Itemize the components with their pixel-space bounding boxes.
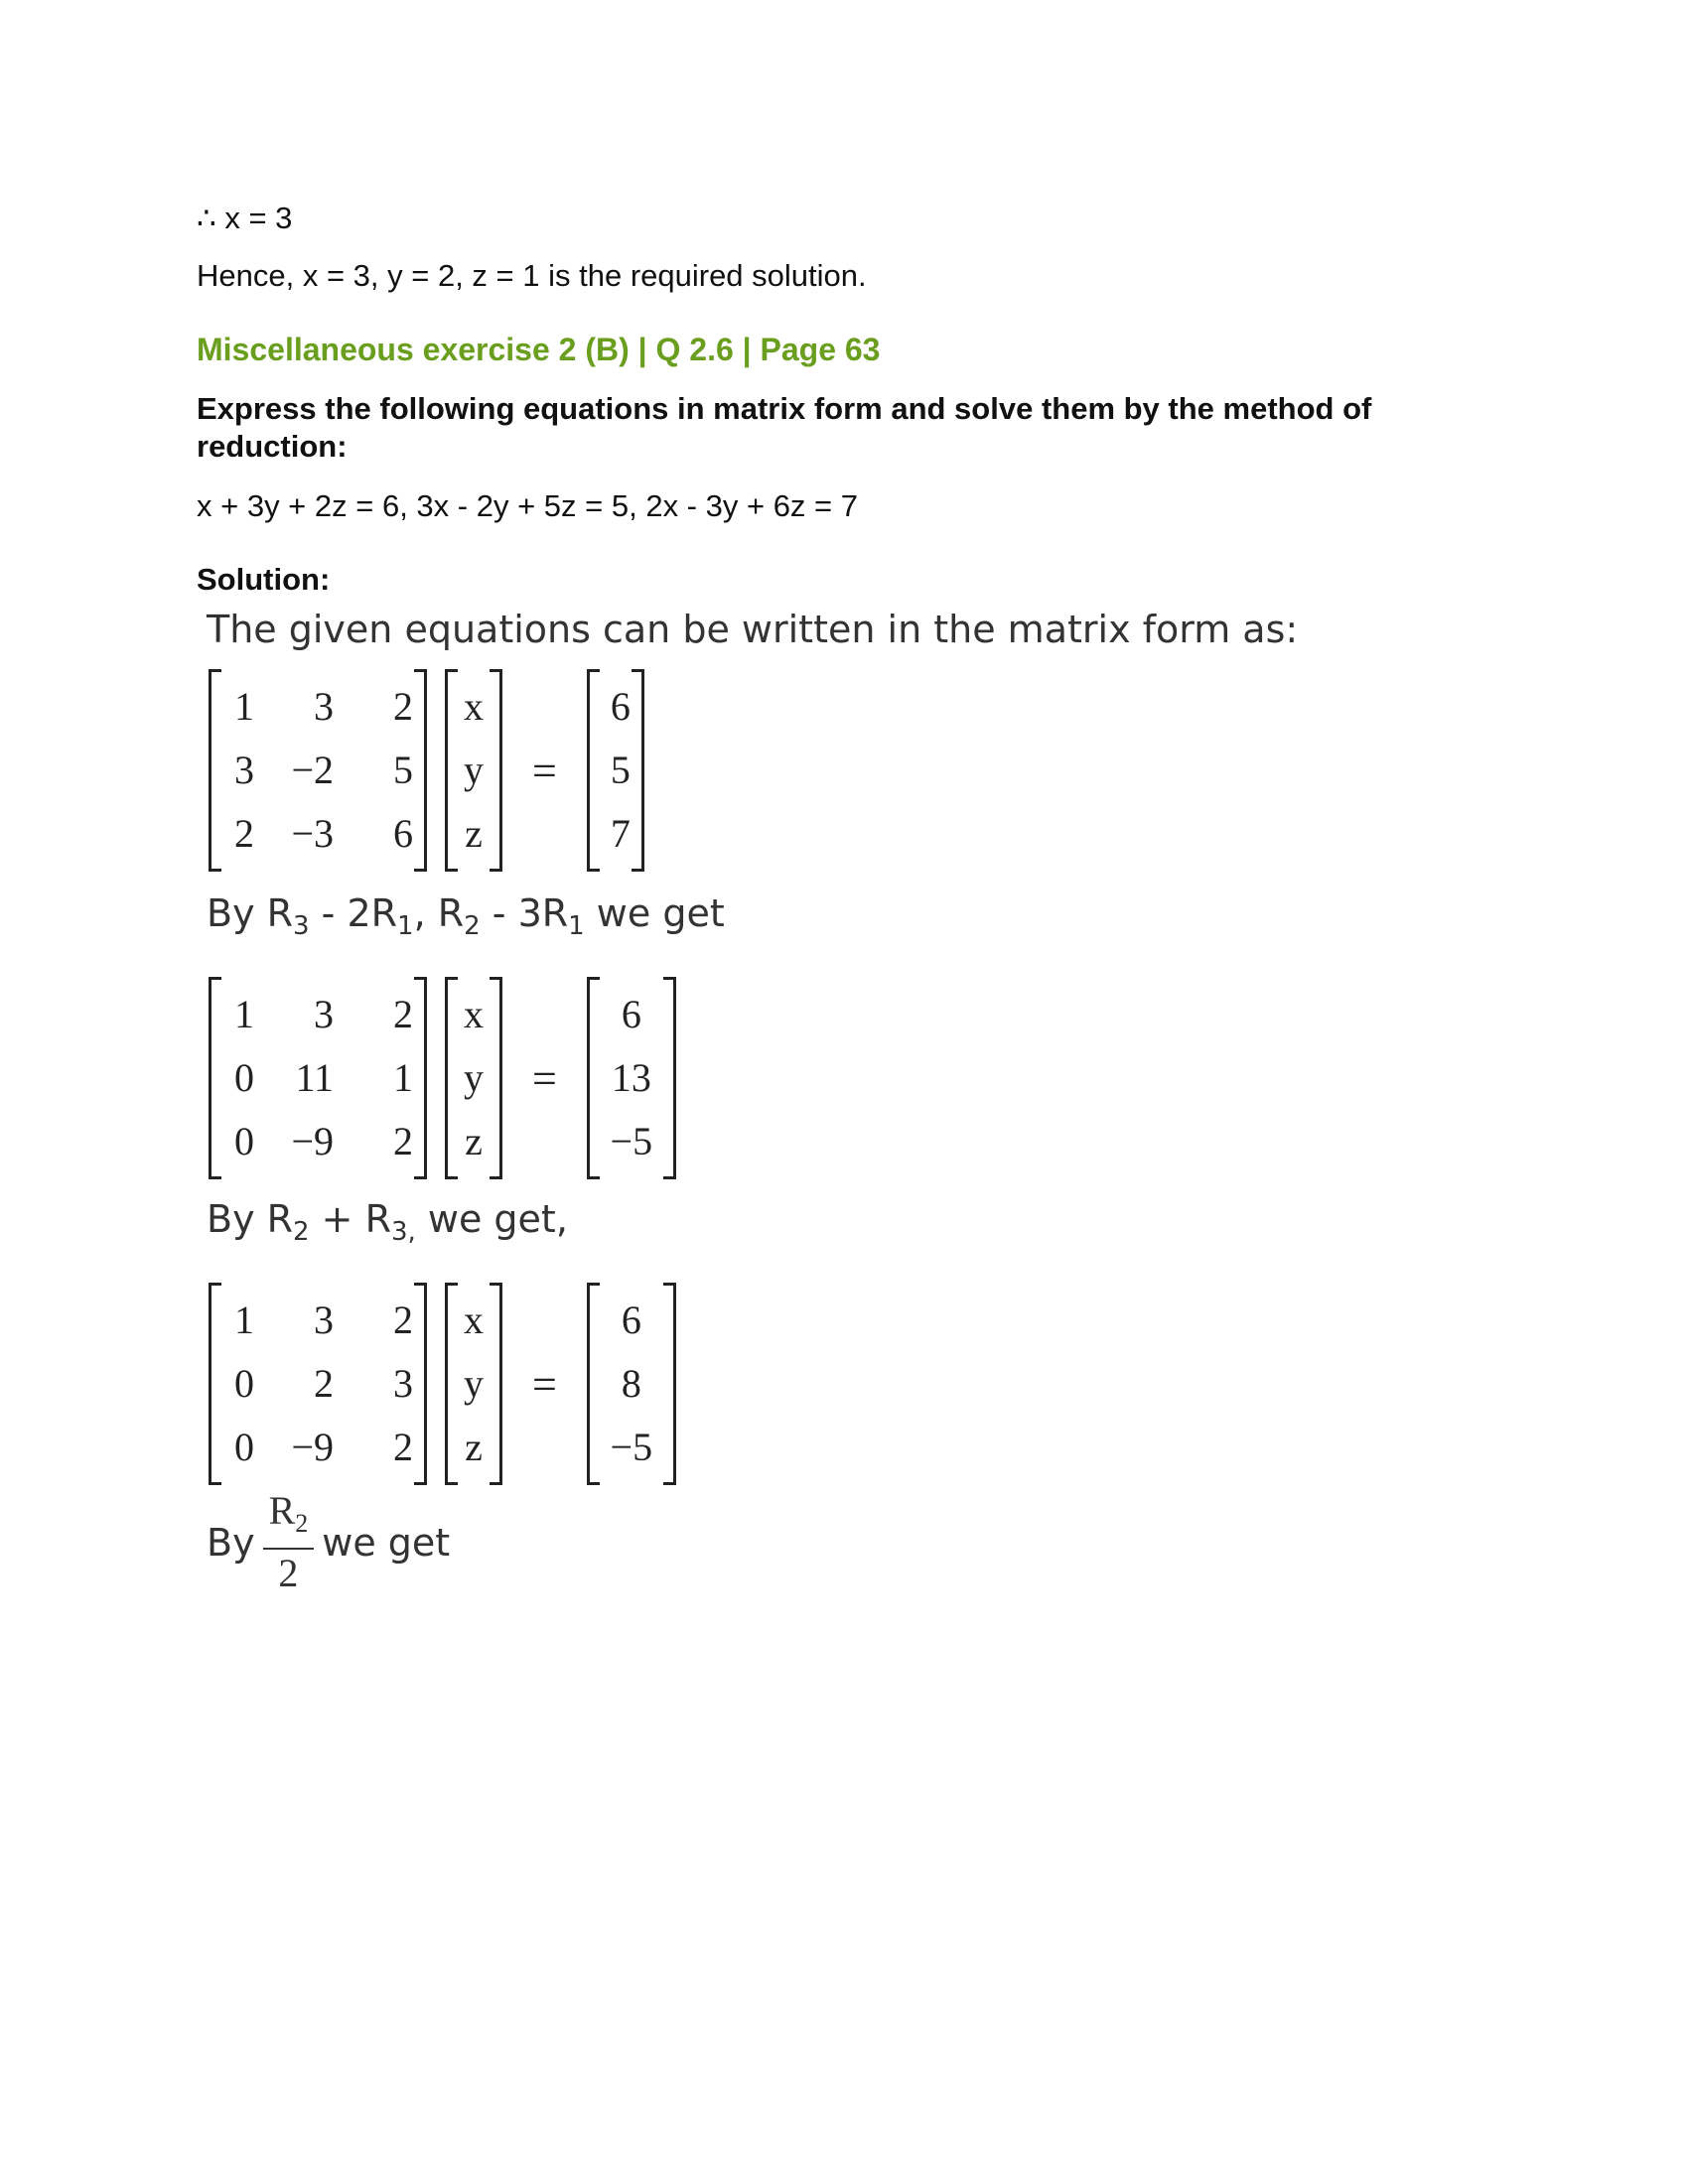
matrix-cell: 8 [621, 1361, 641, 1406]
coefficient-matrix-2 [209, 983, 427, 1173]
matrix-cell: 2 [393, 1297, 413, 1342]
matrix-cell: 3 [393, 1361, 413, 1406]
matrix-cell: z [465, 1425, 483, 1469]
matrix-cell: 7 [610, 811, 631, 856]
matrix-cell: 3 [314, 992, 334, 1036]
matrix-cell: y [464, 1361, 484, 1406]
matrix-cell: −5 [610, 1119, 653, 1163]
equals-sign: = [532, 1359, 557, 1409]
row-operation-3: By $\frac{R_2}{2}$ we get [207, 1488, 451, 1595]
conclusion-line: Hence, x = 3, y = 2, z = 1 is the required solution. [197, 258, 867, 293]
matrix-cell: y [464, 1055, 484, 1100]
matrix-cell: x [464, 1297, 484, 1342]
matrix-cell: y [464, 748, 484, 792]
matrix-cell: x [464, 992, 484, 1036]
variable-vector-3 [445, 1289, 502, 1479]
matrix-cell: 0 [234, 1361, 254, 1406]
matrix-cell: 1 [234, 684, 254, 729]
coefficient-matrix-3 [209, 1289, 427, 1479]
question-reference-link[interactable]: Miscellaneous exercise 2 (B) | Q 2.6 | Page 63 [197, 332, 881, 367]
matrix-cell: −5 [610, 1425, 653, 1469]
matrix-cell: 11 [295, 1055, 334, 1100]
matrix-cell: 2 [234, 811, 254, 856]
matrix-cell: 1 [393, 1055, 413, 1100]
matrix-cell: 3 [314, 1297, 334, 1342]
constant-vector-2 [587, 983, 676, 1173]
matrix-cell: −9 [291, 1425, 334, 1469]
matrix-cell: 6 [393, 811, 413, 856]
matrix-cell: 0 [234, 1055, 254, 1100]
conclusion-x-line: ∴ x = 3 [197, 201, 293, 235]
matrix-cell: 2 [393, 992, 413, 1036]
matrix-cell: 1 [234, 992, 254, 1036]
matrix-cell: 3 [314, 684, 334, 729]
fraction: $\frac{R_2}{2}$ [263, 1487, 315, 1597]
coefficient-matrix-1 [209, 675, 427, 866]
matrix-cell: −9 [291, 1119, 334, 1163]
variable-vector-1 [445, 675, 502, 866]
constant-vector-1 [587, 675, 644, 866]
matrix-cell: −2 [291, 748, 334, 792]
matrix-cell: 6 [621, 1297, 641, 1342]
matrix-cell: 2 [393, 1425, 413, 1469]
row-operation-2: By $R_2 + R_{3,}$ we get, [207, 1197, 568, 1247]
matrix-cell: 5 [610, 748, 631, 792]
matrix-cell: x [464, 684, 484, 729]
row-operation-1: By $R_3 - 2R_1$, $R_2 - 3R_1$ we get [207, 891, 725, 941]
question-prompt: Express the following equations in matrix form and solve them by the method of reduction: [197, 391, 1372, 464]
matrix-cell: 2 [393, 684, 413, 729]
equals-sign: = [532, 746, 557, 795]
matrix-cell: z [465, 1119, 483, 1163]
matrix-cell: 3 [234, 748, 254, 792]
matrix-cell: 1 [234, 1297, 254, 1342]
solution-intro: The given equations can be written in the matrix form as: [207, 608, 1299, 651]
matrix-cell: 5 [393, 748, 413, 792]
matrix-cell: 2 [314, 1361, 334, 1406]
matrix-cell: 6 [610, 684, 631, 729]
matrix-cell: 0 [234, 1119, 254, 1163]
matrix-cell: 6 [621, 992, 641, 1036]
matrix-cell: 13 [611, 1055, 651, 1100]
matrix-cell: 0 [234, 1425, 254, 1469]
variable-vector-2 [445, 983, 502, 1173]
matrix-cell: −3 [291, 811, 334, 856]
solution-heading: Solution: [197, 562, 331, 597]
question-equations: x + 3y + 2z = 6, 3x - 2y + 5z = 5, 2x - 3y + 6z = 7 [197, 488, 859, 523]
matrix-equation-1 [209, 675, 644, 866]
equals-sign: = [532, 1053, 557, 1103]
constant-vector-3 [587, 1289, 676, 1479]
matrix-cell: 2 [393, 1119, 413, 1163]
matrix-equation-2 [209, 983, 676, 1173]
matrix-equation-3 [209, 1289, 676, 1479]
matrix-cell: z [465, 811, 483, 856]
